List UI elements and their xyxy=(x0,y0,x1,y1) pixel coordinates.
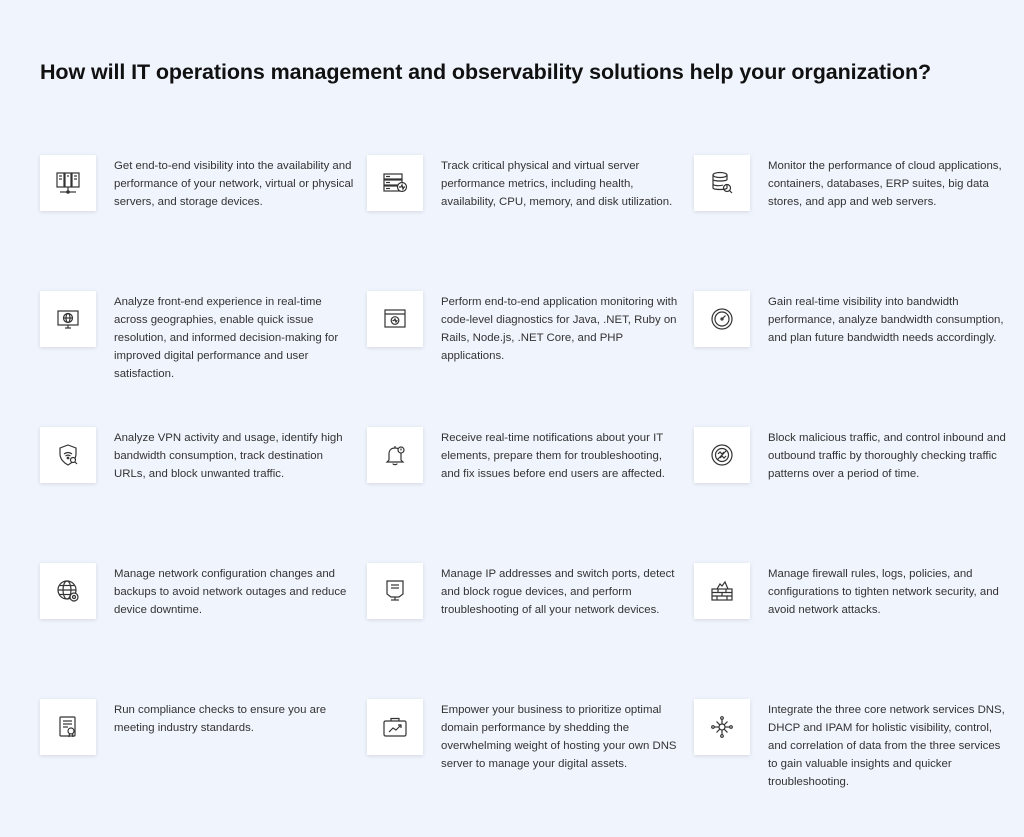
icon-box xyxy=(694,563,750,619)
icon-box xyxy=(367,563,423,619)
icon-box xyxy=(40,563,96,619)
feature-card-traffic-control xyxy=(694,427,1014,537)
network-hub-icon xyxy=(709,714,735,740)
icon-box xyxy=(367,155,423,211)
card-description: Run compliance checks to ensure you are meeting industry standards. xyxy=(114,704,327,734)
feature-card-ddi xyxy=(694,699,1014,809)
feature-card-firewall xyxy=(694,563,1014,673)
app-window-monitor-icon xyxy=(382,306,408,332)
web-globe-monitor-icon xyxy=(55,306,81,332)
card-description: Manage network configuration changes and backups to avoid network outages and reduce device downtime. xyxy=(114,568,347,616)
blocked-traffic-icon xyxy=(709,442,735,468)
icon-box xyxy=(694,427,750,483)
icon-box xyxy=(367,291,423,347)
card-description: Receive real-time notifications about your IT elements, prepare them for troubleshooting, and fix issues before end users are affected. xyxy=(441,432,665,480)
card-description: Empower your business to prioritize optimal domain performance by shedding the overwhelming weight of hosting your own DNS server to manage your digital assets. xyxy=(441,704,677,770)
feature-card-vpn xyxy=(40,427,360,537)
feature-card-ip-management xyxy=(367,563,687,673)
compliance-certificate-icon xyxy=(55,714,81,740)
feature-card-compliance xyxy=(40,699,360,809)
page-title: How will IT operations management and observability solutions help your organization? xyxy=(40,60,932,84)
card-description: Gain real-time visibility into bandwidth performance, analyze bandwidth consumption, and plan future bandwidth needs accordingly. xyxy=(768,296,1004,344)
server-rack-icon xyxy=(55,170,81,196)
feature-card-network-monitoring xyxy=(40,155,360,265)
card-description: Monitor the performance of cloud applications, containers, databases, ERP suites, big data stores, and app and web servers. xyxy=(768,160,1002,208)
icon-box xyxy=(367,699,423,755)
feature-card-apm xyxy=(367,291,687,401)
feature-card-dns-hosting xyxy=(367,699,687,809)
firewall-icon xyxy=(709,578,735,604)
card-description: Manage IP addresses and switch ports, detect and block rogue devices, and perform troubleshooting of all your network devices. xyxy=(441,568,675,616)
feature-card-application-monitoring xyxy=(694,155,1014,265)
card-description: Get end-to-end visibility into the availability and performance of your network, virtual or physical servers, and storage devices. xyxy=(114,160,354,208)
icon-box xyxy=(40,155,96,211)
database-search-icon xyxy=(709,170,735,196)
feature-card-digital-experience xyxy=(40,291,360,401)
server-monitor-icon xyxy=(382,170,408,196)
card-description: Integrate the three core network services DNS, DHCP and IPAM for holistic visibility, control, and correlation of data from the three services to gain valuable insights and quicker troubleshooting. xyxy=(768,704,1005,788)
vpn-shield-icon xyxy=(55,442,81,468)
icon-box xyxy=(40,427,96,483)
notification-bell-icon xyxy=(382,442,408,468)
card-description: Block malicious traffic, and control inbound and outbound traffic by thoroughly checking traffic patterns over a period of time. xyxy=(768,432,1006,480)
briefcase-chart-icon xyxy=(382,714,408,740)
switch-port-icon xyxy=(382,578,408,604)
feature-card-bandwidth xyxy=(694,291,1014,401)
card-description: Track critical physical and virtual server performance metrics, including health, availability, CPU, memory, and disk utilization. xyxy=(441,160,673,208)
card-description: Manage firewall rules, logs, policies, and configurations to tighten network security, and avoid network attacks. xyxy=(768,568,999,616)
icon-box xyxy=(40,699,96,755)
icon-box xyxy=(694,291,750,347)
speedometer-icon xyxy=(709,306,735,332)
icon-box xyxy=(694,699,750,755)
feature-card-network-config xyxy=(40,563,360,673)
card-description: Analyze front-end experience in real-time across geographies, enable quick issue resolution, and informed decision-making for improved digital performance and user satisfaction. xyxy=(114,296,339,380)
feature-card-alerts xyxy=(367,427,687,537)
card-description: Perform end-to-end application monitoring with code-level diagnostics for Java, .NET, Ruby on Rails, Node.js, .NET Core, and PHP applications. xyxy=(441,296,678,362)
icon-box xyxy=(40,291,96,347)
icon-box xyxy=(694,155,750,211)
icon-box xyxy=(367,427,423,483)
card-description: Analyze VPN activity and usage, identify high bandwidth consumption, track destination URLs, and block unwanted traffic. xyxy=(114,432,343,480)
globe-gear-icon xyxy=(55,578,81,604)
feature-card-server-monitoring xyxy=(367,155,687,265)
